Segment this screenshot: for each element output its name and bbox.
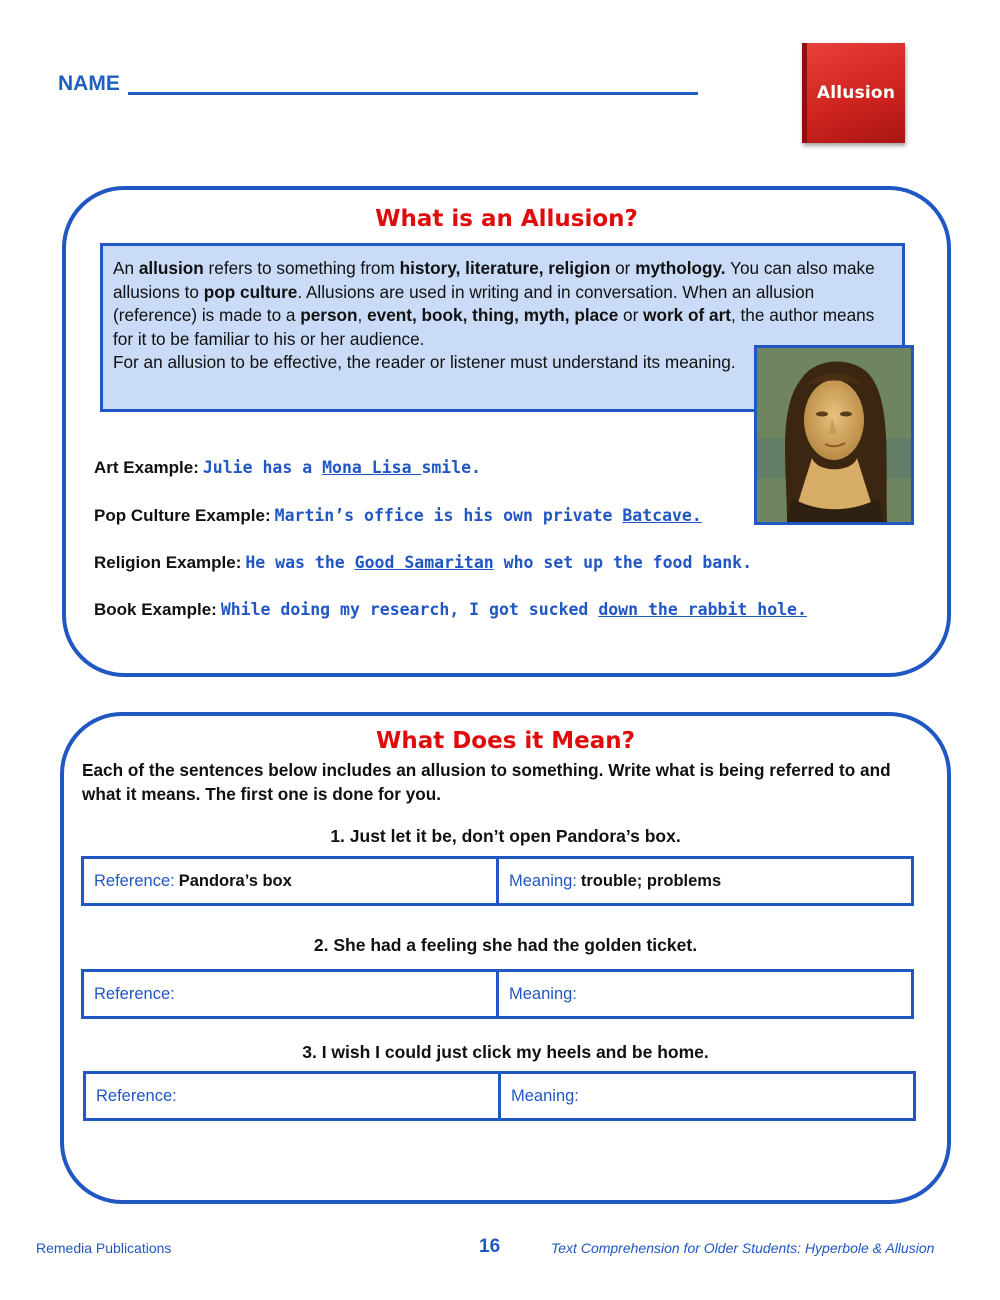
badge-label: Allusion	[816, 83, 896, 103]
example-text: Martin’s office is his own private Batcave.	[274, 506, 702, 525]
example-text: While doing my research, I got sucked down the rabbit hole.	[220, 600, 807, 619]
definition-second-paragraph: For an allusion to be effective, the reader or listener must understand its meaning.	[113, 352, 736, 373]
meaning-field[interactable]: Meaning: trouble; problems	[496, 859, 911, 903]
definition-run: or	[618, 305, 644, 326]
name-row	[58, 72, 698, 96]
definition-text	[113, 257, 892, 351]
key-term: work of art	[643, 305, 731, 326]
definition-run: refers to something from	[203, 258, 400, 278]
key-term: person	[300, 305, 358, 326]
example-label: Pop Culture Example:	[94, 506, 271, 525]
reference-field[interactable]: Reference: Pandora’s box	[94, 871, 292, 890]
example-book	[94, 600, 807, 620]
meaning-field[interactable]: Meaning:	[498, 1074, 913, 1118]
allusion-reference: Batcave.	[622, 506, 702, 525]
definition-run: ,	[357, 305, 368, 326]
example-text: He was the Good Samaritan who set up the food bank.	[245, 553, 753, 572]
example-text: Julie has a Mona Lisa smile.	[202, 458, 482, 477]
key-term: mythology.	[635, 258, 726, 278]
name-label: NAME	[58, 72, 120, 95]
reference-field[interactable]: Reference:	[96, 1086, 177, 1105]
footer-publisher: Remedia Publications	[36, 1240, 172, 1256]
meaning-value: trouble; problems	[580, 871, 722, 890]
allusion-reference: Mona Lisa	[322, 458, 422, 477]
key-term: event, book, thing, myth, place	[367, 305, 619, 326]
reference-field[interactable]: Reference:	[94, 984, 175, 1003]
example-pop-culture	[94, 506, 702, 526]
answer-row-2	[81, 969, 914, 1019]
definition-run: An	[113, 258, 139, 278]
mona-lisa-image	[754, 345, 914, 525]
definition-run: or	[610, 258, 636, 278]
key-term: history, literature, religion	[399, 258, 611, 278]
definition-run: . Allusions are used in writing and in conversation. When an allusion (reference) is made to a	[113, 281, 815, 326]
instructions: Each of the sentences below includes an allusion to something. Write what is being referred to and what it means. The first one is done for you.	[82, 760, 891, 804]
section-title: What is an Allusion?	[375, 206, 638, 232]
question-1: 1. Just let it be, don’t open Pandora’s box.	[330, 826, 681, 846]
page-number: 16	[479, 1236, 501, 1257]
answer-row-1	[81, 856, 914, 906]
book-icon	[802, 43, 905, 143]
question-3: 3. I wish I could just click my heels and be home.	[302, 1042, 709, 1062]
example-religion	[94, 553, 752, 573]
mona-lisa-icon	[757, 348, 911, 522]
example-label: Religion Example:	[94, 553, 242, 572]
footer-book-title: Text Comprehension for Older Students: Hyperbole & Allusion	[551, 1240, 935, 1256]
question-2: 2. She had a feeling she had the golden ticket.	[313, 935, 698, 955]
key-term: allusion	[138, 258, 204, 278]
example-label: Art Example:	[94, 458, 199, 477]
example-art	[94, 458, 481, 478]
example-label: Book Example:	[94, 600, 217, 619]
section-title: What Does it Mean?	[375, 728, 636, 754]
allusion-reference: down the rabbit hole.	[598, 600, 807, 619]
definition-run: , the author means for it to be familiar to his or her audience.	[113, 305, 875, 349]
answer-row-3	[83, 1071, 916, 1121]
definition-run: You can also make allusions to	[113, 258, 875, 302]
meaning-field[interactable]: Meaning:	[496, 972, 911, 1016]
name-field[interactable]	[128, 92, 698, 95]
key-term: pop culture	[203, 281, 298, 302]
allusion-reference: Good Samaritan	[354, 553, 494, 572]
reference-value: Pandora’s box	[178, 871, 292, 890]
